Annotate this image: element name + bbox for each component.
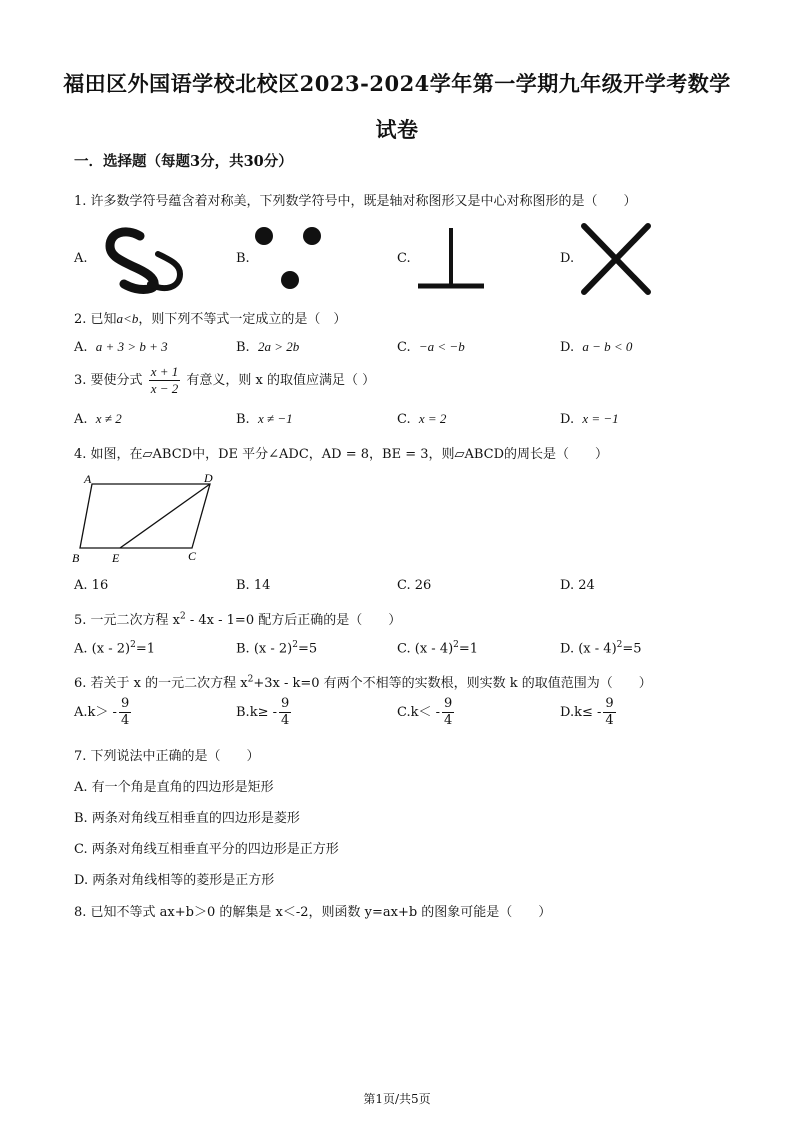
q2-option-b: B. 2a > 2b — [236, 339, 300, 355]
question-2-stem: 2. 已知a<b，则下列不等式一定成立的是（ ） — [74, 311, 347, 327]
page-title: 福田区外国语学校北校区2023-2024学年第一学期九年级开学考数学 — [63, 71, 731, 96]
q5-option-c: C. (x - 4)$^2$=1 — [397, 640, 479, 657]
q4-option-b: B. 14 — [236, 578, 271, 593]
q7-option-c: C. 两条对角线互相垂直平分的四边形是正方形 — [74, 842, 339, 857]
vertex-e-label: E — [112, 551, 120, 565]
q7-option-a: A. 有一个角是直角的四边形是矩形 — [74, 780, 274, 795]
question-5-stem: 5. 一元二次方程 $x^2 - 4x - 1=0$ 配方后正确的是（ ） — [74, 611, 402, 628]
symbol-s-icon — [100, 226, 190, 296]
q2-option-a: A. a + 3 > b + 3 — [74, 339, 168, 355]
vertex-a-label: A — [84, 472, 92, 486]
question-6-stem: 6. 若关于 x 的一元二次方程 $x^2+3x - k=0$ 有两个不相等的实数根，则实数 k 的取值范围为（ ） — [74, 674, 652, 691]
page-number: 第1页/共5页 — [363, 1092, 431, 1106]
question-4-stem: 4. 如图，在▱ABCD中，DE 平分∠ADC，AD = 8，BE = 3，则▱ABCD的周长是（ ） — [74, 447, 609, 462]
page-title-line2: 试卷 — [375, 117, 419, 142]
three-dots-icon — [250, 222, 330, 294]
q4-option-a: A. 16 — [74, 578, 109, 593]
q3-option-a: A. x ≠ 2 — [74, 411, 122, 427]
perpendicular-icon — [414, 226, 488, 292]
q1-option-c-label: C. — [397, 251, 411, 266]
q5-option-a: A. (x - 2)$^2$=1 — [74, 640, 155, 657]
q3-option-b: B. x ≠ −1 — [236, 411, 293, 427]
q5-option-d: D. (x - 4)$^2$=5 — [560, 640, 642, 657]
q5-option-b: B. (x - 2)$^2$=5 — [236, 640, 318, 657]
parallelogram-figure — [70, 470, 230, 568]
vertex-b-label: B — [72, 551, 80, 565]
q3-fraction: $\frac{x + 1}{x - 2}$ — [150, 364, 179, 396]
q2-option-d: D. a − b < 0 — [560, 339, 633, 355]
vertex-d-label: D — [204, 471, 213, 485]
q1-option-b-label: B. — [236, 251, 250, 266]
q1-option-a-label: A. — [74, 251, 88, 266]
question-7-stem: 7. 下列说法中正确的是（ ） — [74, 749, 260, 764]
q7-option-b: B. 两条对角线互相垂直的四边形是菱形 — [74, 811, 300, 826]
q6-option-a: A.k＞ - $\frac{9}{4}$ — [74, 696, 130, 728]
question-8-stem: 8. 已知不等式 ax+b＞0 的解集是 x＜-2，则函数 y=ax+b 的图象可能是（ ） — [74, 905, 552, 920]
cross-x-icon — [578, 222, 654, 296]
q4-option-d: D. 24 — [560, 578, 595, 593]
q6-option-c: C.k＜ - $\frac{9}{4}$ — [397, 696, 453, 728]
section-heading: 一．选择题（每题3分，共30分） — [74, 153, 293, 170]
q6-option-d: D.k≤ - $\frac{9}{4}$ — [560, 696, 614, 728]
q6-option-b: B.k≥ - $\frac{9}{4}$ — [236, 696, 290, 728]
question-3-stem: 3. 要使分式 $\frac{x + 1}{x - 2}$ 有意义，则 x 的取值应满足（ ） — [74, 364, 376, 396]
q3-option-c: C. x = 2 — [397, 411, 447, 427]
q3-option-d: D. x = −1 — [560, 411, 619, 427]
q4-option-c: C. 26 — [397, 578, 432, 593]
question-1-stem: 1. 许多数学符号蕴含着对称美，下列数学符号中，既是轴对称图形又是中心对称图形的是（ ） — [74, 194, 637, 209]
q1-option-d-label: D. — [560, 251, 575, 266]
q2-option-c: C. −a < −b — [397, 339, 465, 355]
vertex-c-label: C — [188, 549, 197, 563]
q7-option-d: D. 两条对角线相等的菱形是正方形 — [74, 873, 275, 888]
